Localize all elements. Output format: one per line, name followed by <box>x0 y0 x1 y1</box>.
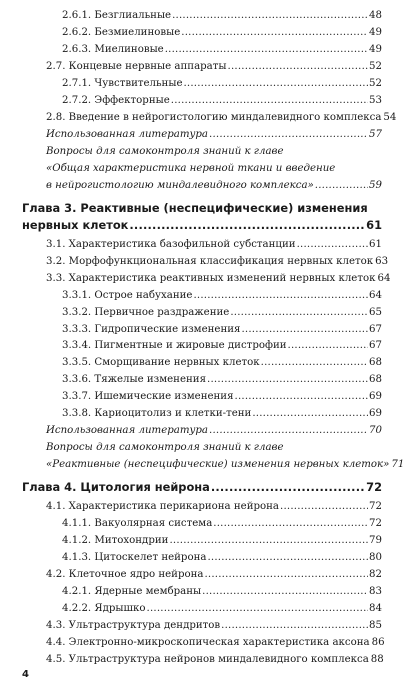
leader-dots <box>230 307 368 318</box>
leader-dots <box>280 501 368 512</box>
entry-page: 69 <box>369 391 382 403</box>
toc-entry <box>62 340 382 354</box>
toc-entry-line: Вопросы для самоконтроля знаний к главе <box>46 145 284 157</box>
entry-page: 69 <box>369 408 382 420</box>
entry-title: Использованная литература <box>46 128 208 140</box>
chapter-heading-line <box>22 201 382 215</box>
leader-dots <box>297 239 368 250</box>
toc-entry <box>46 620 382 634</box>
chapter-heading <box>22 480 382 494</box>
entry-page: 84 <box>369 603 382 615</box>
entry-title: 2.7. Концевые нервные аппараты <box>46 60 227 72</box>
entry-page: 57 <box>369 128 382 140</box>
toc-entry <box>62 307 382 321</box>
entry-title: 4.2.1. Ядерные мембраны <box>62 586 202 598</box>
leader-dots <box>181 27 368 38</box>
leader-dots <box>209 129 368 140</box>
entry-page: 64 <box>377 272 391 284</box>
page-number: 4 <box>22 669 29 680</box>
leader-dots <box>241 324 368 335</box>
entry-page: 48 <box>369 10 382 21</box>
toc-entry <box>62 552 382 566</box>
leader-dots <box>165 44 368 55</box>
entry-title: в нейрогистологию миндалевидного комплекса» <box>46 179 314 191</box>
toc-entry <box>46 272 391 287</box>
leader-dots <box>288 340 369 351</box>
chapter-heading <box>22 218 382 232</box>
toc-entry <box>62 324 382 338</box>
toc-entry <box>62 603 382 617</box>
toc-entry <box>62 95 382 109</box>
entry-page: 82 <box>369 569 382 581</box>
leader-dots <box>315 180 368 191</box>
entry-title: 2.8. Введение в нейрогистологию миндалевидного комплекса <box>46 111 382 123</box>
leader-dots <box>147 603 369 614</box>
leader-dots <box>193 290 368 301</box>
entry-page: 80 <box>369 552 382 564</box>
entry-page: 59 <box>369 179 382 191</box>
entry-title: 4.5. Ультраструктура нейронов миндалевидного комплекса <box>46 654 369 665</box>
entry-title: 4.1.3. Цитоскелет нейрона <box>62 552 207 564</box>
entry-title: 4.2.2. Ядрышко <box>62 603 146 615</box>
chapter-page: 72 <box>366 480 382 495</box>
leader-dots <box>183 78 368 89</box>
entry-page: 64 <box>369 289 382 301</box>
leader-dots <box>252 408 368 419</box>
entry-page: 71 <box>391 459 404 471</box>
entry-title: 3.3.7. Ишемические изменения <box>62 391 234 403</box>
entry-page: 54 <box>383 111 397 123</box>
leader-dots <box>171 95 368 106</box>
entry-page: 67 <box>369 323 382 335</box>
entry-page: 72 <box>369 501 382 513</box>
entry-title: 3.3.6. Тяжелые изменения <box>62 374 206 386</box>
leader-dots <box>204 569 368 580</box>
entry-page: 68 <box>369 374 382 386</box>
toc-entry <box>62 518 382 532</box>
toc-entry <box>62 374 382 388</box>
chapter-title: нервных клеток <box>22 217 129 232</box>
entry-page: 65 <box>369 306 382 318</box>
leader-dots <box>213 518 368 529</box>
entry-title: «Реактивные (неспецифические) изменения нервных клеток» <box>46 459 390 471</box>
chapter-page: 61 <box>366 217 382 232</box>
toc-entry <box>46 654 382 668</box>
chapter-title: Глава 3. Реактивные (неспецифические) изменения <box>22 200 368 215</box>
leader-dots <box>207 374 368 385</box>
entry-page: 83 <box>369 586 382 598</box>
entry-page: 70 <box>369 425 382 437</box>
leader-dots <box>169 535 368 546</box>
toc-entry <box>62 586 382 600</box>
entry-page: 52 <box>369 60 382 72</box>
entry-title: 4.2. Клеточное ядро нейрона <box>46 569 204 581</box>
toc-entry <box>62 357 382 371</box>
chapter-title: Глава 4. Цитология нейрона <box>22 480 210 495</box>
leader-dots <box>207 552 368 563</box>
entry-page: 85 <box>369 620 382 632</box>
leader-dots <box>261 357 368 368</box>
entry-title: 2.6.1. Безглиальные <box>62 10 172 21</box>
entry-title: 4.3. Ультраструктура дендритов <box>46 620 221 632</box>
entry-title: 4.1.1. Вакуолярная система <box>62 518 213 530</box>
leader-dots <box>235 391 369 402</box>
entry-title: 3.3.5. Сморщивание нервных клеток <box>62 357 260 369</box>
entry-page: 68 <box>369 357 382 369</box>
toc-entry <box>62 78 382 92</box>
toc-entry <box>62 535 382 549</box>
leader-dots <box>172 10 368 21</box>
entry-page: 63 <box>375 255 389 267</box>
toc-entry <box>46 239 382 253</box>
entry-title: 4.1. Характеристика перикариона нейрона <box>46 501 279 513</box>
entry-page: 53 <box>369 94 382 106</box>
toc-entry <box>62 408 382 422</box>
toc-entry <box>46 459 404 473</box>
toc-entry <box>46 180 382 194</box>
toc-entry <box>62 27 382 41</box>
toc-entry <box>62 290 382 304</box>
entry-page: 61 <box>369 238 382 250</box>
entry-title: 3.3. Характеристика реактивных изменений нервных клеток <box>46 272 376 284</box>
entry-page: 67 <box>369 340 382 352</box>
entry-title: Использованная литература <box>46 425 208 437</box>
entry-title: 3.3.2. Первичное раздражение <box>62 306 230 318</box>
leader-dots <box>221 620 368 631</box>
leader-dots <box>211 480 365 494</box>
toc-entry <box>62 44 382 58</box>
entry-title: 2.7.2. Эффекторные <box>62 94 170 106</box>
toc-entry-line: Вопросы для самоконтроля знаний к главе <box>46 442 284 454</box>
entry-title: 2.6.3. Миелиновые <box>62 43 164 55</box>
toc-entry <box>46 255 389 270</box>
leader-dots <box>129 218 365 232</box>
entry-title: 3.1. Характеристика базофильной субстанции <box>46 238 296 250</box>
toc-entry <box>46 501 382 515</box>
toc-entry <box>46 425 382 439</box>
toc-entry <box>46 129 382 143</box>
leader-dots <box>202 586 368 597</box>
entry-title: 2.7.1. Чувствительные <box>62 77 183 89</box>
toc-entry-line: «Общая характеристика нервной ткани и введение <box>46 162 336 174</box>
entry-title: 4.4. Электронно-микроскопическая характеристика аксона <box>46 637 370 649</box>
toc-entry <box>46 637 385 651</box>
entry-page: 86 <box>371 637 385 649</box>
entry-page: 72 <box>369 518 382 530</box>
entry-title: 3.3.4. Пигментные и жировые дистрофии <box>62 340 287 352</box>
entry-title: 4.1.2. Митохондрии <box>62 535 169 547</box>
entry-page: 49 <box>369 43 382 55</box>
toc-entry <box>46 61 382 75</box>
entry-title: 2.6.2. Безмиелиновые <box>62 26 181 38</box>
toc-entry <box>46 569 382 583</box>
toc-entry <box>46 111 397 126</box>
leader-dots <box>209 425 368 436</box>
entry-title: 3.3.3. Гидропические изменения <box>62 323 241 335</box>
entry-page: 49 <box>369 26 382 38</box>
toc-entry <box>62 10 382 24</box>
entry-page: 88 <box>370 654 384 665</box>
entry-title: 3.3.8. Кариоцитолиз и клетки-тени <box>62 408 252 420</box>
entry-page: 52 <box>369 77 382 89</box>
toc-entry <box>62 391 382 405</box>
entry-title: 3.3.1. Острое набухание <box>62 289 193 301</box>
entry-title: 3.2. Морфофункциональная классификация нервных клеток <box>46 255 374 267</box>
leader-dots <box>228 61 369 72</box>
entry-page: 79 <box>369 535 382 547</box>
